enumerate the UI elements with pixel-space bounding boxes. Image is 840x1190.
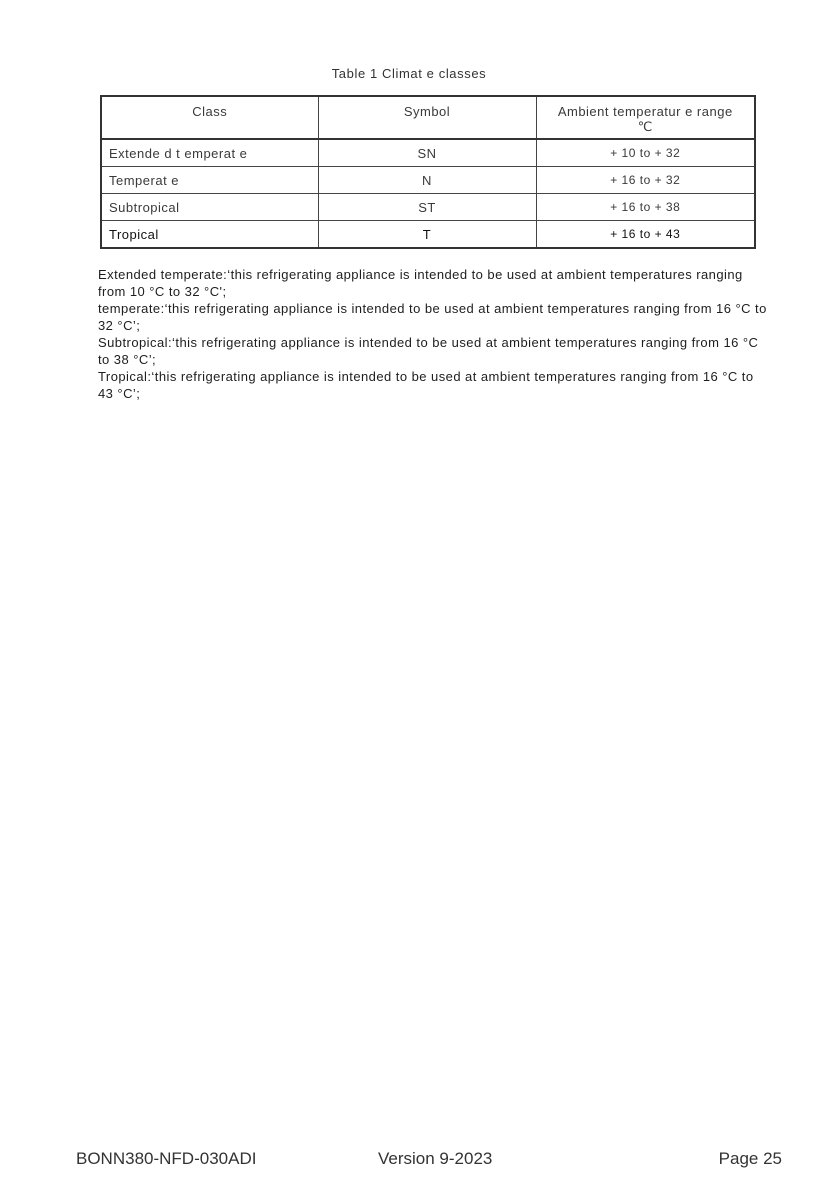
table-row <box>101 221 755 249</box>
table-header-row <box>101 96 755 139</box>
climate-classes-table <box>100 95 756 249</box>
cell-range: + 16 to + 32 <box>536 167 755 194</box>
note-paragraph: Subtropical:‘this refrigerating appliance is intended to be used at ambient temperatures ranging from 16 °C to 38 °C’; <box>98 335 759 367</box>
cell-class: Temperat e <box>101 167 318 194</box>
header-range-label: Ambient temperatur e range <box>557 104 733 119</box>
table-row <box>101 139 755 167</box>
cell-class: Subtropical <box>101 194 318 221</box>
cell-class: Tropical <box>101 221 318 249</box>
table-row <box>101 194 755 221</box>
header-class: Class <box>101 96 318 139</box>
cell-range: + 16 to + 43 <box>536 221 755 249</box>
header-symbol: Symbol <box>318 96 536 139</box>
cell-symbol: ST <box>318 194 536 221</box>
footer-model-number: BONN380-NFD-030ADI <box>76 1149 257 1168</box>
cell-range: + 10 to + 32 <box>536 139 755 167</box>
cell-symbol: SN <box>318 139 536 167</box>
header-range-unit: ℃ <box>637 119 653 134</box>
note-paragraph: temperate:‘this refrigerating appliance is intended to be used at ambient temperatures ranging from 16 °C to 32 °C’; <box>98 301 767 333</box>
table-caption: Table 1 Climat e classes <box>331 66 487 81</box>
header-temperature-range <box>536 96 755 139</box>
cell-symbol: N <box>318 167 536 194</box>
footer-page-number: Page 25 <box>718 1149 782 1168</box>
footer-version: Version 9-2023 <box>378 1149 493 1168</box>
note-paragraph: Extended temperate:‘this refrigerating appliance is intended to be used at ambient temperatures ranging from 10 °C to 32 °C'; <box>98 267 743 299</box>
table-row <box>101 167 755 194</box>
climate-class-notes <box>98 266 768 402</box>
cell-range: + 16 to + 38 <box>536 194 755 221</box>
note-paragraph: Tropical:‘this refrigerating appliance is intended to be used at ambient temperatures ranging from 16 °C to 43 °C’; <box>98 369 754 401</box>
cell-class: Extende d t emperat e <box>101 139 318 167</box>
cell-symbol: T <box>318 221 536 249</box>
